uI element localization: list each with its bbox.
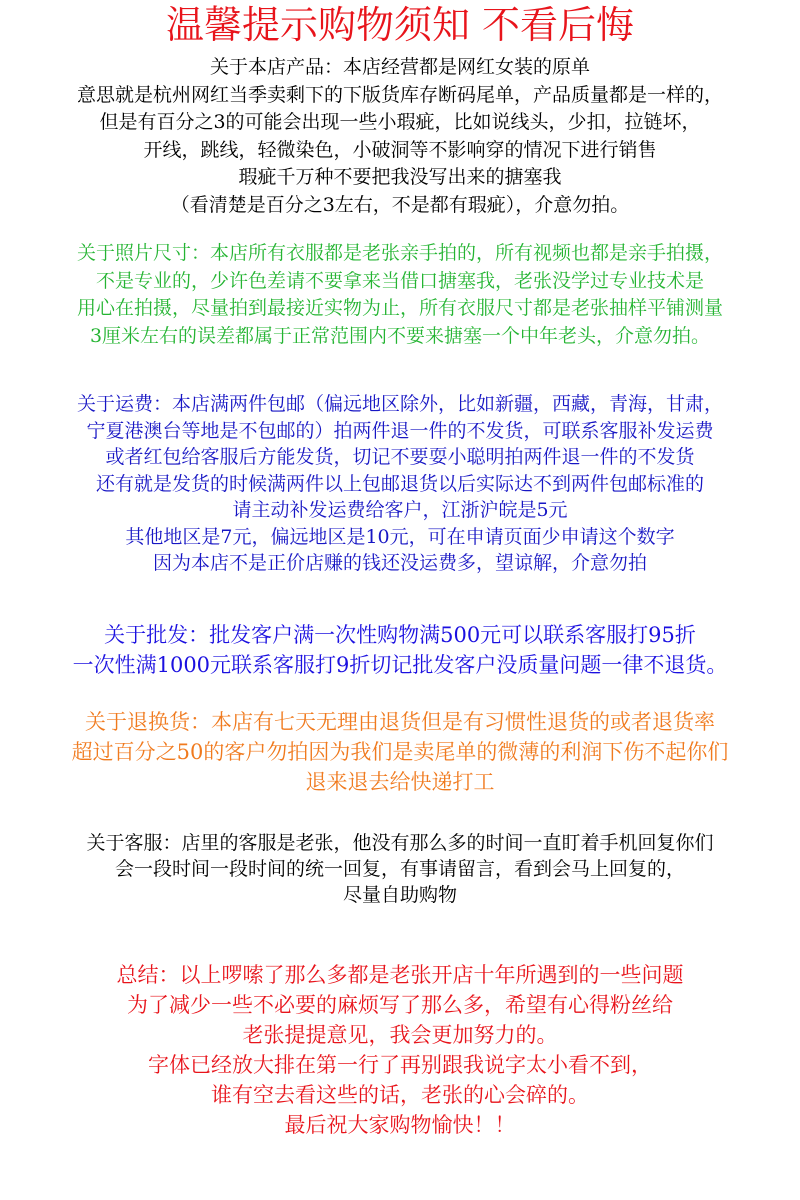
page-title: 温馨提示购物须知 不看后悔 (165, 3, 635, 47)
shipping-line: 因为本店不是正价店赚的钱还没运费多，望谅解，介意勿拍 (152, 552, 647, 574)
wholesale-line: 关于批发：批发客户满一次性购物满500元可以联系客服打95折 (104, 623, 696, 647)
products-line: 瑕疵千万种不要把我没写出来的搪塞我 (238, 166, 562, 188)
photos-line: 用心在拍摄，尽量拍到最接近实物为止，所有衣服尺寸都是老张抽样平铺测量 (76, 297, 723, 319)
shipping-line: 宁夏港澳台等地是不包邮的）拍两件退一件的不发货，可联系客服补发运费 (86, 419, 714, 442)
returns-section (0, 707, 800, 797)
shipping-line: 或者红包给客服后方能发货，切记不要耍小聪明拍两件退一件的不发货 (105, 446, 695, 468)
returns-line: 退来退去给快递打工 (305, 770, 495, 794)
wholesale-line: 一次性满1000元联系客服打9折切记批发客户没质量问题一律不退货。 (72, 653, 728, 677)
photos-line: 关于照片尺寸：本店所有衣服都是老张亲手拍的，所有视频也都是亲手拍摄， (76, 242, 723, 264)
products-section (0, 54, 800, 219)
summary-line: 谁有空去看这些的话，老张的心会碎的。 (211, 1083, 589, 1107)
summary-line: 字体已经放大排在第一行了再别跟我说字太小看不到， (148, 1053, 652, 1077)
service-line: 关于客服：店里的客服是老张，他没有那么多的时间一直盯着手机回复你们 (86, 832, 714, 854)
returns-line: 超过百分之50的客户勿拍因为我们是卖尾单的微薄的利润下伤不起你们 (71, 740, 729, 764)
products-line: 意思就是杭州网红当季卖剩下的下版货库存断码尾单，产品质量都是一样的， (76, 83, 723, 106)
photos-line: 不是专业的，少许色差请不要拿来当借口搪塞我，老张没学过专业技术是 (95, 269, 704, 292)
service-line: 尽量自助购物 (342, 884, 457, 906)
returns-line: 关于退换货：本店有七天无理由退货但是有习惯性退货的或者退货率 (85, 710, 715, 734)
summary-line: 最后祝大家购物愉快！！ (284, 1113, 516, 1137)
products-line: 关于本店产品：本店经营都是网红女装的原单 (209, 56, 590, 78)
products-line: 开线，跳线，轻微染色，小破洞等不影响穿的情况下进行销售 (143, 138, 657, 161)
products-line: （看清楚是百分之3左右，不是都有瑕疵），介意勿拍。 (170, 193, 630, 216)
shipping-line: 还有就是发货的时候满两件以上包邮退货以后实际达不到两件包邮标准的 (95, 472, 704, 495)
shipping-line: 关于运费：本店满两件包邮（偏远地区除外，比如新疆，西藏，青海，甘肃， (76, 393, 723, 415)
shipping-section (0, 391, 800, 577)
shipping-line: 其他地区是7元，偏远地区是10元，可在申请页面少申请这个数字 (125, 525, 675, 548)
products-line: 但是有百分之3的可能会出现一些小瑕疵，比如说线头，少扣，拉链坏， (99, 111, 701, 133)
summary-line: 老张提提意见，我会更加努力的。 (242, 1023, 558, 1047)
service-line: 会一段时间一段时间的统一回复，有事请留言，看到会马上回复的， (114, 858, 685, 880)
summary-section (0, 960, 800, 1140)
photos-section (0, 240, 800, 350)
summary-line: 为了减少一些不必要的麻烦写了那么多，希望有心得粉丝给 (127, 993, 673, 1017)
photos-line: 3厘米左右的误差都属于正常范围内不要来搪塞一个中年老头，介意勿拍。 (89, 324, 711, 347)
summary-line: 总结：以上啰嗦了那么多都是老张开店十年所遇到的一些问题 (116, 963, 684, 987)
customer-service-section (0, 830, 800, 908)
shipping-line: 请主动补发运费给客户，江浙沪皖是5元 (232, 499, 568, 521)
wholesale-section (0, 620, 800, 680)
